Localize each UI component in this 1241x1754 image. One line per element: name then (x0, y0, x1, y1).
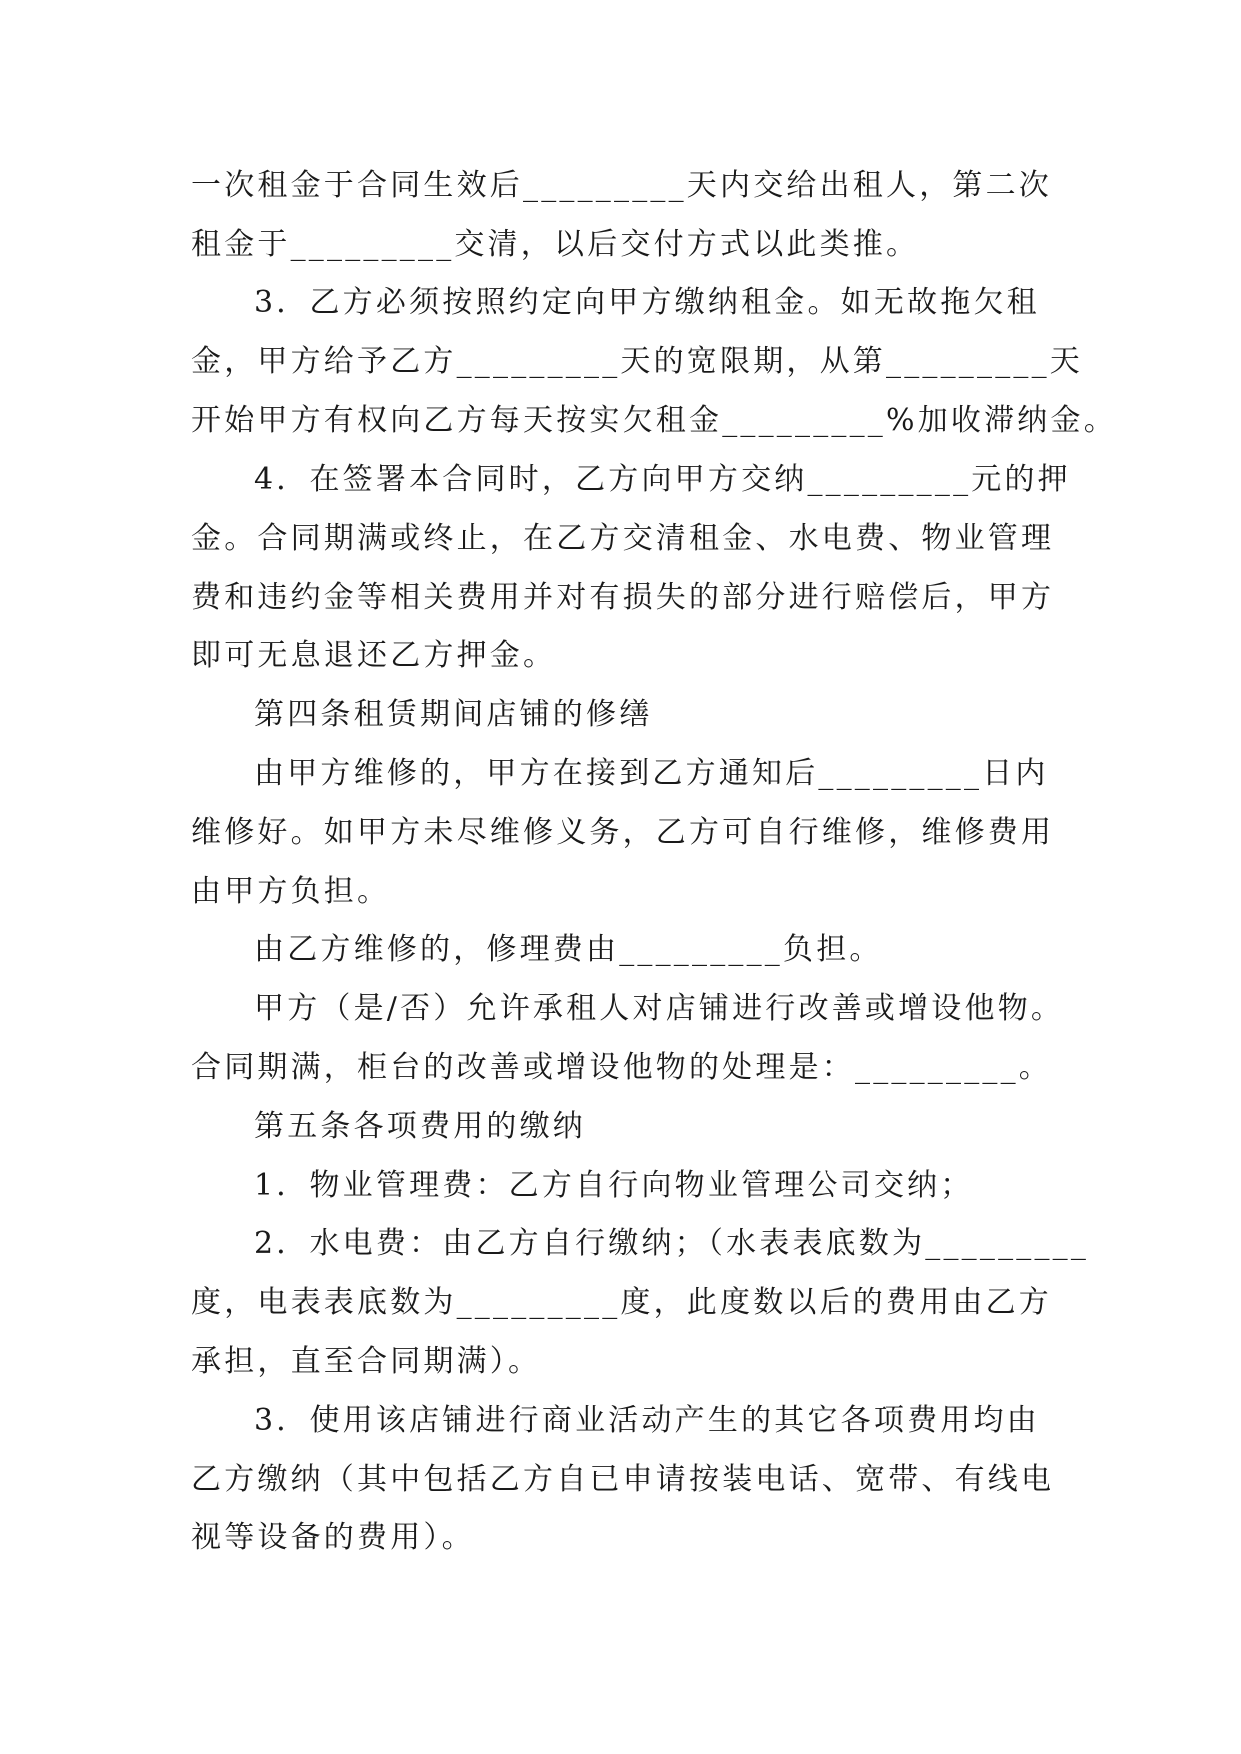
text-line: 维修好。如甲方未尽维修义务，乙方可自行维修，维修费用 (191, 815, 1055, 850)
text-line: 金，甲方给予乙方_________天的宽限期，从第_________天 (191, 344, 1083, 379)
text-line: 开始甲方有权向乙方每天按实欠租金_________%加收滞纳金。 (191, 403, 1117, 438)
text-line: 租金于_________交清，以后交付方式以此类推。 (191, 227, 920, 262)
text-line: 视等设备的费用）。 (191, 1520, 475, 1555)
section-heading: 第五条各项费用的缴纳 (254, 1109, 586, 1144)
text-line: 2．水电费：由乙方自行缴纳；（水表表底数为_________ (254, 1226, 1090, 1261)
text-line: 3．使用该店铺进行商业活动产生的其它各项费用均由 (254, 1403, 1040, 1438)
text-line: 1．物业管理费：乙方自行向物业管理公司交纳； (254, 1168, 974, 1203)
text-line: 由甲方维修的，甲方在接到乙方通知后_________日内 (254, 756, 1049, 791)
text-line: 承担，直至合同期满）。 (191, 1344, 542, 1379)
section-heading: 第四条租赁期间店铺的修缮 (254, 697, 653, 732)
text-line: 乙方缴纳（其中包括乙方自已申请按装电话、宽带、有线电 (191, 1462, 1055, 1497)
text-line: 甲方（是/否）允许承租人对店铺进行改善或增设他物。 (254, 991, 1065, 1026)
text-line: 度，电表表底数为_________度，此度数以后的费用由乙方 (191, 1285, 1052, 1320)
text-line: 费和违约金等相关费用并对有损失的部分进行赔偿后，甲方 (191, 580, 1055, 615)
text-line: 由甲方负担。 (191, 874, 391, 909)
text-line: 4．在签署本合同时，乙方向甲方交纳_________元的押 (254, 462, 1071, 497)
text-line: 即可无息退还乙方押金。 (191, 638, 557, 673)
text-line: 金。合同期满或终止，在乙方交清租金、水电费、物业管理 (191, 521, 1055, 556)
text-line: 3．乙方必须按照约定向甲方缴纳租金。如无故拖欠租 (254, 285, 1040, 320)
text-line: 由乙方维修的，修理费由_________负担。 (254, 932, 883, 967)
text-line: 合同期满，柜台的改善或增设他物的处理是：_________。 (191, 1050, 1052, 1085)
text-line: 一次租金于合同生效后_________天内交给出租人，第二次 (191, 168, 1052, 203)
